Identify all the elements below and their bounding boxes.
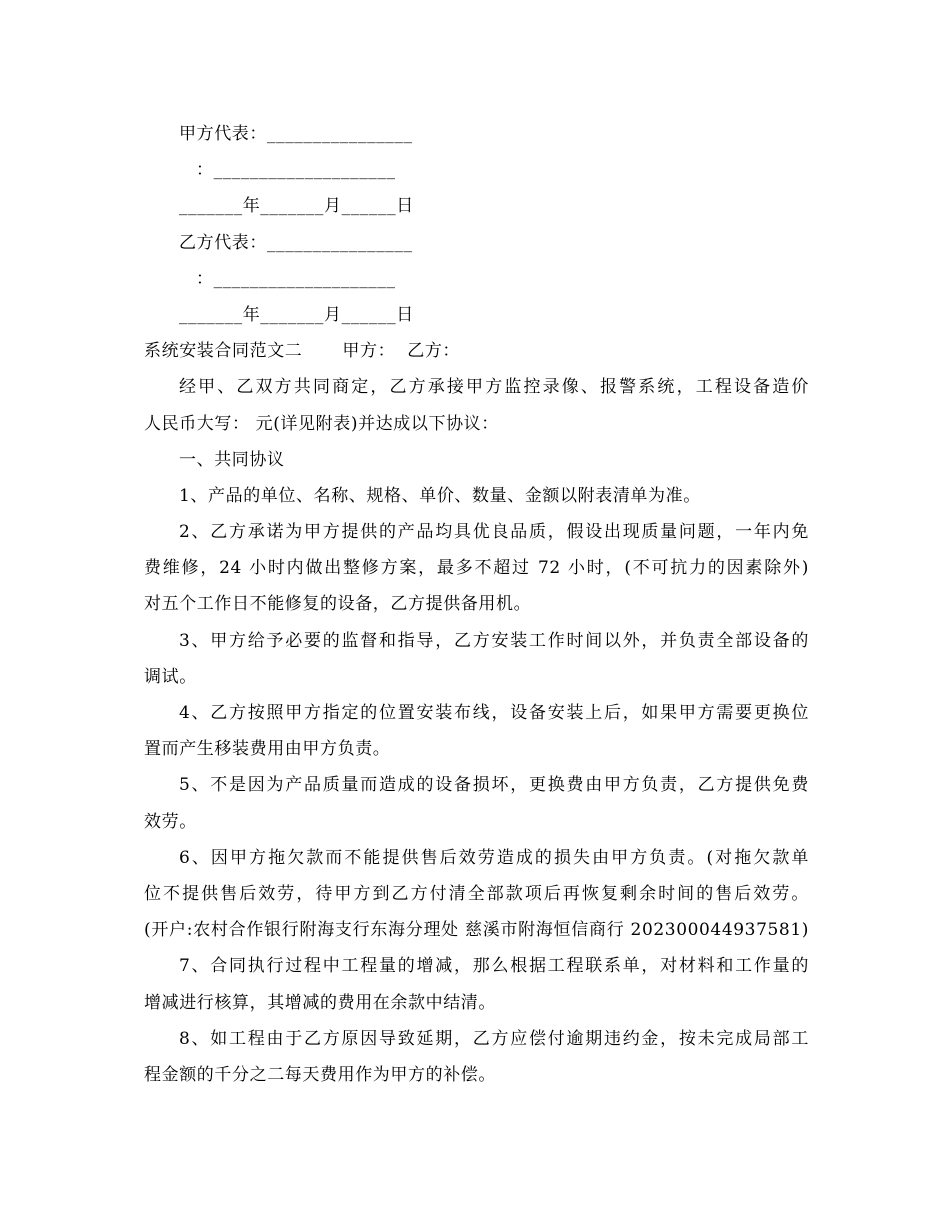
clause-6-line-1: 6、因甲方拖欠款而不能提供售后效劳造成的损失由甲方负责。(对拖欠款单 [179,847,809,868]
document-page [144,116,809,1093]
section-heading: 一、共同协议 [179,449,285,470]
party-b-date-line: _______年_______月______日 [179,304,414,325]
clause-4-line-1: 4、乙方按照甲方指定的位置安装布线，设备安装上后，如果甲方需要更换位 [179,703,809,723]
party-a-representative-line: 甲方代表：________________ [179,124,413,144]
clause-6-line-2: 位不提供售后效劳，待甲方到乙方付清全部款项后再恢复剩余时间的售后效劳。 [144,883,809,904]
party-b-representative-line: 乙方代表：________________ [179,232,413,253]
contract-title-line [144,333,809,369]
clause-7-line-2: 增减进行核算，其增减的费用在余款中结清。 [144,992,496,1013]
clause-2-line-1: 2、乙方承诺为甲方提供的产品均具优良品质，假设出现质量问题，一年内免 [179,522,809,543]
clause-7-line-1: 7、合同执行过程中工程量的增减，那么根据工程联系单，对材料和工作量的 [179,956,809,977]
clause-4-line-2: 置而产生移装费用由甲方负责。 [144,739,391,760]
clause-2-line-2: 费维修，24 小时内做出整修方案，最多不超过 72 小时，(不可抗力的因素除外) [144,558,809,579]
clause-8-line-1: 8、如工程由于乙方原因导致延期，乙方应偿付逾期违约金，按未完成局部工 [179,1028,809,1049]
intro-line-2: 人民币大写： 元(详见附表)并达成以下协议： [144,413,499,434]
clause-1-line-1: 1、产品的单位、名称、规格、单价、数量、金额以附表清单为准。 [179,485,701,506]
clause-8-line-2: 程金额的千分之二每天费用作为甲方的补偿。 [144,1064,496,1085]
contract-title: 系统安装合同范文二 [144,341,303,362]
clause-5-line-1: 5、不是因为产品质量而造成的设备损坏，更换费由甲方负责，乙方提供免费 [179,775,809,796]
party-a-blank-line: ：____________________ [196,160,396,181]
clause-5-line-2: 效劳。 [144,811,197,832]
clause-3-line-1: 3、甲方给予必要的监督和指导，乙方安装工作时间以外，并负责全部设备的 [179,630,809,651]
party-a-date-line: _______年_______月______日 [179,196,414,217]
party-a-label: 甲方： [342,341,396,362]
intro-line-1: 经甲、乙双方共同商定，乙方承接甲方监控录像、报警系统，工程设备造价 [179,377,809,398]
clause-6-line-3: (开户:农村合作银行附海支行东海分理处 慈溪市附海恒信商行 202300044937581) [144,920,809,941]
clause-2-line-3: 对五个工作日不能修复的设备，乙方提供备用机。 [144,594,532,615]
party-b-label: 乙方： [407,341,461,362]
clause-3-line-2: 调试。 [144,666,197,687]
party-b-blank-line: ：____________________ [196,268,396,289]
